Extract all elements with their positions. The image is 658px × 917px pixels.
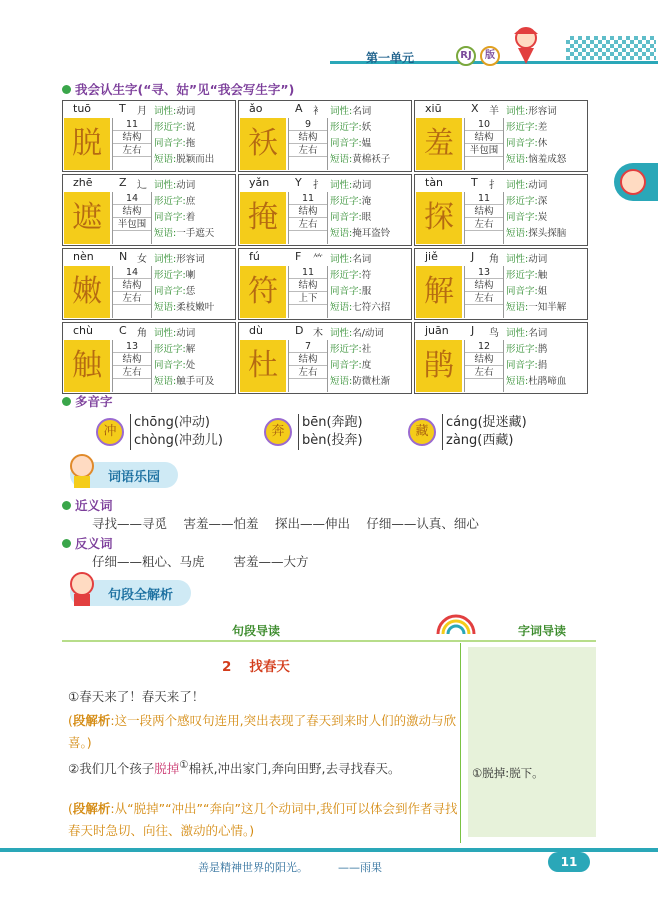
structure-value: 左右 bbox=[465, 218, 503, 231]
char-meta bbox=[464, 340, 504, 392]
char-details: 词性:名/动词 形近字:社 同音字:度 短语:防微杜渐 bbox=[330, 328, 391, 387]
sentence-2: ②我们几个孩子脱掉①棉袄,冲出家门,奔向田野,去寻找春天。 bbox=[68, 759, 401, 777]
character-card bbox=[238, 174, 412, 246]
index-letter: C bbox=[119, 324, 127, 337]
stroke-count: 14 bbox=[113, 266, 151, 279]
pinyin: yǎn bbox=[249, 176, 270, 189]
structure-value: 上下 bbox=[289, 292, 327, 305]
structure-label: 结构 bbox=[289, 205, 327, 218]
stroke-count: 12 bbox=[465, 340, 503, 353]
structure-value: 左右 bbox=[465, 292, 503, 305]
index-letter: D bbox=[295, 324, 304, 337]
page-number: 11 bbox=[548, 852, 590, 872]
checker-decoration bbox=[566, 36, 656, 60]
polyphone-char: 奔 bbox=[264, 418, 292, 446]
hanzi: 探 bbox=[416, 192, 462, 244]
words-banner: 词语乐园 bbox=[70, 462, 178, 488]
char-details: 词性:动词 形近字:庶 同音字:着 短语:一手遮天 bbox=[154, 180, 215, 239]
character-card bbox=[62, 100, 236, 172]
pinyin: dù bbox=[249, 324, 263, 337]
char-details: 词性:形容词 形近字:差 同音字:休 短语:恼羞成怒 bbox=[506, 106, 567, 165]
index-letter: F bbox=[295, 250, 302, 263]
word-guide-heading: 字词导读 bbox=[518, 624, 567, 638]
character-card bbox=[238, 322, 412, 394]
sentence-guide-heading: 句段导读 bbox=[232, 624, 281, 638]
hanzi: 脱 bbox=[64, 118, 110, 170]
char-meta bbox=[112, 340, 152, 392]
hanzi: 袄 bbox=[240, 118, 286, 170]
char-details: 词性:动词 形近字:解 同音字:处 短语:触手可及 bbox=[154, 328, 215, 387]
rj-badge: RJ bbox=[456, 46, 476, 66]
char-details: 词性:动词 形近字:说 同音字:拖 短语:脱颖而出 bbox=[154, 106, 215, 165]
structure-label: 结构 bbox=[289, 279, 327, 292]
structure-label: 结构 bbox=[289, 131, 327, 144]
radical: ⺮ bbox=[313, 254, 323, 265]
antonyms-title: 反义词 bbox=[62, 534, 113, 552]
mascot-icon bbox=[64, 568, 100, 608]
stroke-count: 11 bbox=[289, 266, 327, 279]
structure-value: 左右 bbox=[289, 218, 327, 231]
hanzi: 掩 bbox=[240, 192, 286, 244]
pinyin: zhē bbox=[73, 176, 93, 189]
index-letter: X bbox=[471, 102, 479, 115]
char-details: 词性:形容词 形近字:喇 同音字:恁 短语:柔枝嫩叶 bbox=[154, 254, 215, 313]
character-card bbox=[414, 174, 588, 246]
side-tab bbox=[614, 163, 658, 201]
character-card bbox=[238, 248, 412, 320]
rainbow-icon bbox=[434, 614, 478, 636]
radical: 辶 bbox=[137, 180, 147, 191]
char-details: 词性:动词 形近字:淹 同音字:眼 短语:掩耳盗铃 bbox=[330, 180, 391, 239]
bullet-icon bbox=[62, 539, 71, 548]
pinyin: nèn bbox=[73, 250, 94, 263]
analysis-1: (段解析:这一段两个感叹句连用,突出表现了春天到来时人们的激动与欣喜。) bbox=[68, 713, 457, 750]
char-details: 词性:名词 形近字:鹊 同音字:捐 短语:杜鹃啼血 bbox=[506, 328, 567, 387]
stroke-count: 11 bbox=[289, 192, 327, 205]
char-meta bbox=[112, 266, 152, 318]
structure-value: 左右 bbox=[113, 292, 151, 305]
index-letter: T bbox=[471, 176, 478, 189]
index-letter: Y bbox=[295, 176, 302, 189]
antonyms-list: 仔细——粗心、马虎 害羞——大方 bbox=[92, 554, 309, 569]
structure-value: 半包围 bbox=[113, 218, 151, 231]
hanzi: 羞 bbox=[416, 118, 462, 170]
radical: 月 bbox=[137, 106, 147, 117]
structure-label: 结构 bbox=[113, 131, 151, 144]
index-letter: J bbox=[471, 250, 475, 263]
character-card bbox=[414, 322, 588, 394]
pinyin: fú bbox=[249, 250, 260, 263]
structure-value: 左右 bbox=[113, 366, 151, 379]
structure-value: 左右 bbox=[113, 144, 151, 157]
char-meta bbox=[288, 192, 328, 244]
char-meta bbox=[464, 192, 504, 244]
index-letter: N bbox=[119, 250, 128, 263]
structure-value: 半包围 bbox=[465, 144, 503, 157]
structure-label: 结构 bbox=[113, 353, 151, 366]
pinyin: tàn bbox=[425, 176, 444, 189]
pinyin: chù bbox=[73, 324, 93, 337]
index-letter: Z bbox=[119, 176, 127, 189]
structure-label: 结构 bbox=[465, 353, 503, 366]
polyphone-item: 藏 cáng(捉迷藏) zàng(西藏) bbox=[408, 412, 527, 452]
char-details: 词性:名词 形近字:符 同音字:服 短语:七符六招 bbox=[330, 254, 391, 313]
structure-label: 结构 bbox=[465, 279, 503, 292]
polyphone-char: 藏 bbox=[408, 418, 436, 446]
char-meta bbox=[288, 266, 328, 318]
word-note: ①脱掉:脱下。 bbox=[472, 766, 544, 780]
char-meta bbox=[288, 118, 328, 170]
radical: 女 bbox=[137, 254, 147, 265]
radical: 鸟 bbox=[489, 328, 499, 339]
edition-badge: 版 bbox=[480, 46, 500, 66]
pinyin: tuō bbox=[73, 102, 92, 115]
stroke-count: 14 bbox=[113, 192, 151, 205]
unit-header bbox=[330, 44, 658, 70]
word-note-panel bbox=[468, 647, 596, 837]
character-grid bbox=[62, 100, 588, 394]
synonyms-title: 近义词 bbox=[62, 496, 113, 514]
index-letter: A bbox=[295, 102, 303, 115]
char-meta bbox=[112, 118, 152, 170]
radical: 衤 bbox=[313, 106, 323, 117]
structure-value: 左右 bbox=[289, 366, 327, 379]
character-card bbox=[62, 248, 236, 320]
hanzi: 触 bbox=[64, 340, 110, 392]
structure-label: 结构 bbox=[113, 279, 151, 292]
stroke-count: 13 bbox=[465, 266, 503, 279]
synonyms-list: 寻找——寻觅 害羞——怕羞 探出——伸出 仔细——认真、细心 bbox=[92, 516, 479, 531]
polyphone-section-title: 多音字 bbox=[62, 392, 113, 410]
char-meta bbox=[464, 118, 504, 170]
stroke-count: 7 bbox=[289, 340, 327, 353]
stroke-count: 9 bbox=[289, 118, 327, 131]
footer-quote: 善是精神世界的阳光。 ——雨果 bbox=[198, 861, 382, 874]
index-letter: J bbox=[471, 324, 475, 337]
hanzi: 鹃 bbox=[416, 340, 462, 392]
unit-title: 第一单元 bbox=[366, 50, 415, 65]
radical: 角 bbox=[137, 328, 147, 339]
literacy-section-title: 我会认生字(“寻、姑”见“我会写生字”) bbox=[62, 80, 294, 98]
cartoon-face-icon bbox=[620, 169, 646, 195]
pinyin: xiū bbox=[425, 102, 442, 115]
polyphone-item: 奔 bēn(奔跑) bèn(投奔) bbox=[264, 412, 363, 452]
hanzi: 杜 bbox=[240, 340, 286, 392]
structure-label: 结构 bbox=[465, 205, 503, 218]
char-details: 词性:名词 形近字:妖 同音字:媪 短语:黄棉袄子 bbox=[330, 106, 391, 165]
radical: 羊 bbox=[489, 106, 499, 117]
radical: 扌 bbox=[489, 180, 499, 191]
sentence-1: ①春天来了！春天来了！ bbox=[68, 689, 205, 704]
structure-value: 左右 bbox=[289, 144, 327, 157]
char-meta bbox=[112, 192, 152, 244]
char-details: 词性:动词 形近字:深 同音字:炭 短语:探头探脑 bbox=[506, 180, 567, 239]
bullet-icon bbox=[62, 501, 71, 510]
structure-label: 结构 bbox=[289, 353, 327, 366]
structure-value: 左右 bbox=[465, 366, 503, 379]
bullet-icon bbox=[62, 85, 71, 94]
analysis-2: (段解析:从“脱掉”“冲出”“奔向”这几个动词中,我们可以体会到作者寻找春天时急切、向往、激动的心情。) bbox=[68, 801, 458, 838]
stroke-count: 10 bbox=[465, 118, 503, 131]
pinyin: juān bbox=[425, 324, 449, 337]
polyphone-char: 冲 bbox=[96, 418, 124, 446]
stroke-count: 11 bbox=[113, 118, 151, 131]
analysis-banner: 句段全解析 bbox=[70, 580, 191, 606]
radical: 角 bbox=[489, 254, 499, 265]
reading-headers bbox=[62, 620, 596, 642]
char-details: 词性:动词 形近字:触 同音字:姐 短语:一知半解 bbox=[506, 254, 567, 313]
girl-icon bbox=[506, 22, 546, 66]
mascot-icon bbox=[64, 450, 100, 490]
stroke-count: 11 bbox=[465, 192, 503, 205]
char-meta bbox=[288, 340, 328, 392]
bullet-icon bbox=[62, 397, 71, 406]
lesson-title: 2 找春天 bbox=[222, 659, 290, 675]
radical: 木 bbox=[313, 328, 323, 339]
radical: 扌 bbox=[313, 180, 323, 191]
stroke-count: 13 bbox=[113, 340, 151, 353]
character-card bbox=[414, 248, 588, 320]
polyphone-item: 冲 chōng(冲动) chòng(冲劲儿) bbox=[96, 412, 223, 452]
hanzi: 嫩 bbox=[64, 266, 110, 318]
structure-label: 结构 bbox=[113, 205, 151, 218]
index-letter: T bbox=[119, 102, 126, 115]
character-card bbox=[238, 100, 412, 172]
structure-label: 结构 bbox=[465, 131, 503, 144]
pinyin: ǎo bbox=[249, 102, 263, 115]
hanzi: 解 bbox=[416, 266, 462, 318]
character-card bbox=[62, 174, 236, 246]
column-divider bbox=[460, 643, 461, 843]
hanzi: 符 bbox=[240, 266, 286, 318]
character-card bbox=[414, 100, 588, 172]
hanzi: 遮 bbox=[64, 192, 110, 244]
character-card bbox=[62, 322, 236, 394]
pinyin: jiě bbox=[425, 250, 438, 263]
char-meta bbox=[464, 266, 504, 318]
